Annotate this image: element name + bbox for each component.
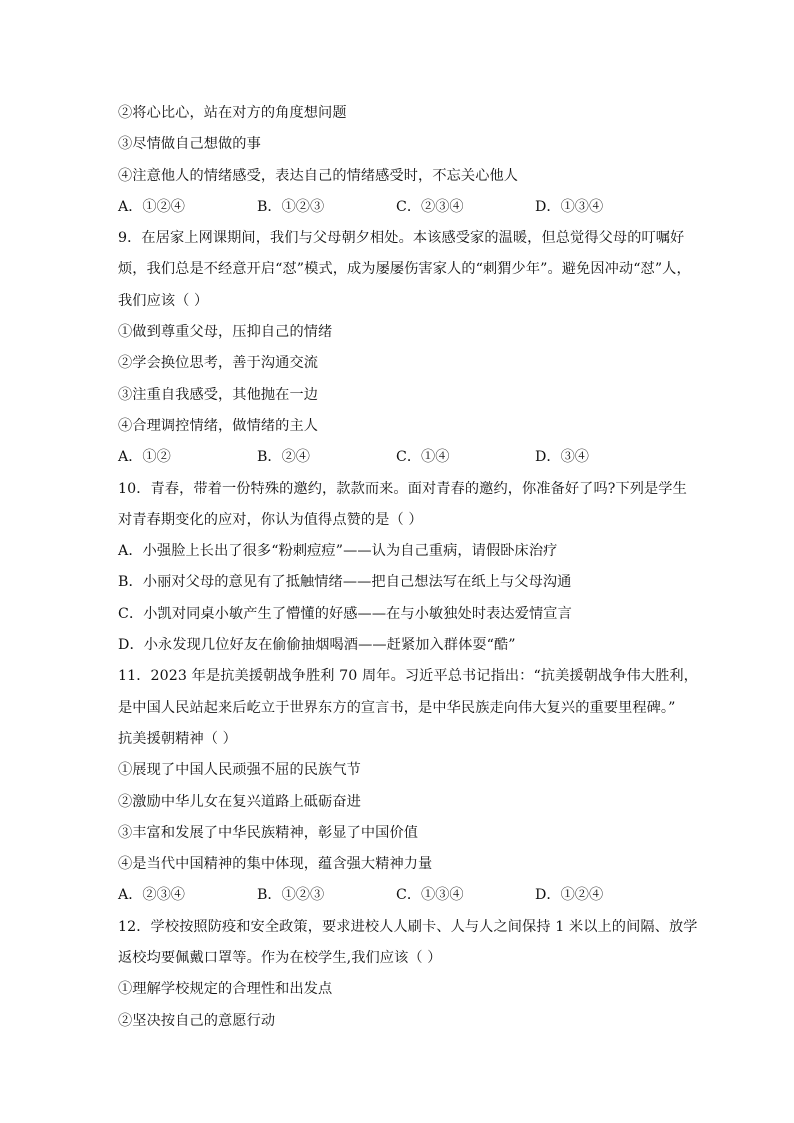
choice-d: D．③④ (535, 449, 589, 466)
option-line: C．小凯对同桌小敏产生了懵懂的好感——在与小敏独处时表达爱情宣言 (118, 605, 572, 622)
option-line: ①展现了中国人民顽强不屈的民族气节 (118, 762, 361, 779)
option-line: ③丰富和发展了中华民族精神，彰显了中国价值 (118, 824, 419, 841)
question-9 (118, 223, 691, 473)
option-line: ④合理调控情绪，做情绪的主人 (118, 417, 319, 434)
answer-choices (118, 880, 683, 911)
option-line: ①做到尊重父母，压抑自己的情绪 (118, 324, 333, 341)
choice-d: D．①③④ (535, 198, 604, 215)
question-stem-line: 11．2023 年是抗美援朝战争胜利 70 周年。习近平总书记指出：“抗美援朝战争伟大胜利， (118, 668, 698, 685)
option-line: ②坚决按自己的意愿行动 (118, 1012, 276, 1029)
option-line: B．小丽对父母的意见有了抵触情绪——把自己想法写在纸上与父母沟通 (118, 574, 572, 591)
option-line: ④是当代中国精神的集中体现，蕴含强大精神力量 (118, 856, 433, 873)
question-8 (118, 98, 683, 223)
question-stem-line: 烦，我们总是不经意开启“怼”模式，成为屡屡伤害家人的“刺猬少年”。避免因冲动“怼”人， (118, 261, 691, 278)
document-page (118, 98, 698, 1037)
option-line: ①理解学校规定的合理性和出发点 (118, 981, 333, 998)
option-line: D．小永发现几位好友在偷偷抽烟喝酒——赶紧加入群体耍“酷” (118, 637, 516, 654)
choice-a: A．①② (118, 449, 171, 466)
choice-d: D．①②④ (535, 887, 604, 904)
option-line: ②激励中华儿女在复兴道路上砥砺奋进 (118, 793, 361, 810)
question-12 (118, 912, 698, 1037)
option-line: ②学会换位思考，善于沟通交流 (118, 355, 319, 372)
option-line: ③尽情做自己想做的事 (118, 136, 261, 153)
question-stem-line: 我们应该（ ） (118, 292, 209, 309)
choice-b: B．①②③ (257, 887, 325, 904)
choice-c: C．②③④ (396, 198, 464, 215)
option-line: ④注意他人的情绪感受，表达自己的情绪感受时，不忘关心他人 (118, 167, 519, 184)
question-stem-line: 9．在居家上网课期间，我们与父母朝夕相处。本该感受家的温暖，但总觉得父母的叮嘱好 (118, 230, 685, 247)
question-stem-line: 对青春期变化的应对，你认为值得点赞的是（ ） (118, 511, 423, 528)
choice-c: C．①③④ (396, 887, 464, 904)
question-11 (118, 661, 698, 911)
answer-choices (118, 442, 683, 473)
question-stem-line: 返校均要佩戴口罩等。作为在校学生,我们应该（ ） (118, 950, 442, 967)
choice-b: B．②④ (257, 449, 310, 466)
option-line: ②将心比心，站在对方的角度想问题 (118, 105, 347, 121)
choice-c: C．①④ (396, 449, 450, 466)
option-line: ③注重自我感受，其他抛在一边 (118, 386, 319, 403)
question-stem-line: 10．青春，带着一份特殊的邀约，款款而来。面对青春的邀约，你准备好了吗?下列是学生 (118, 480, 687, 497)
question-stem-line: 是中国人民站起来后屹立于世界东方的宣言书，是中华民族走向伟大复兴的重要里程碑。” (118, 699, 676, 716)
choice-a: A．②③④ (118, 887, 185, 904)
choice-a: A．①②④ (118, 198, 185, 215)
question-stem-line: 抗美援朝精神（ ） (118, 730, 237, 747)
question-stem-line: 12．学校按照防疫和安全政策，要求进校人人刷卡、人与人之间保持 1 米以上的间隔、放学 (118, 918, 698, 935)
option-line: A．小强脸上长出了很多“粉刺痘痘”——认为自己重病，请假卧床治疗 (118, 543, 558, 560)
answer-choices (118, 192, 683, 223)
question-10 (118, 474, 687, 662)
choice-b: B．①②③ (257, 198, 325, 215)
